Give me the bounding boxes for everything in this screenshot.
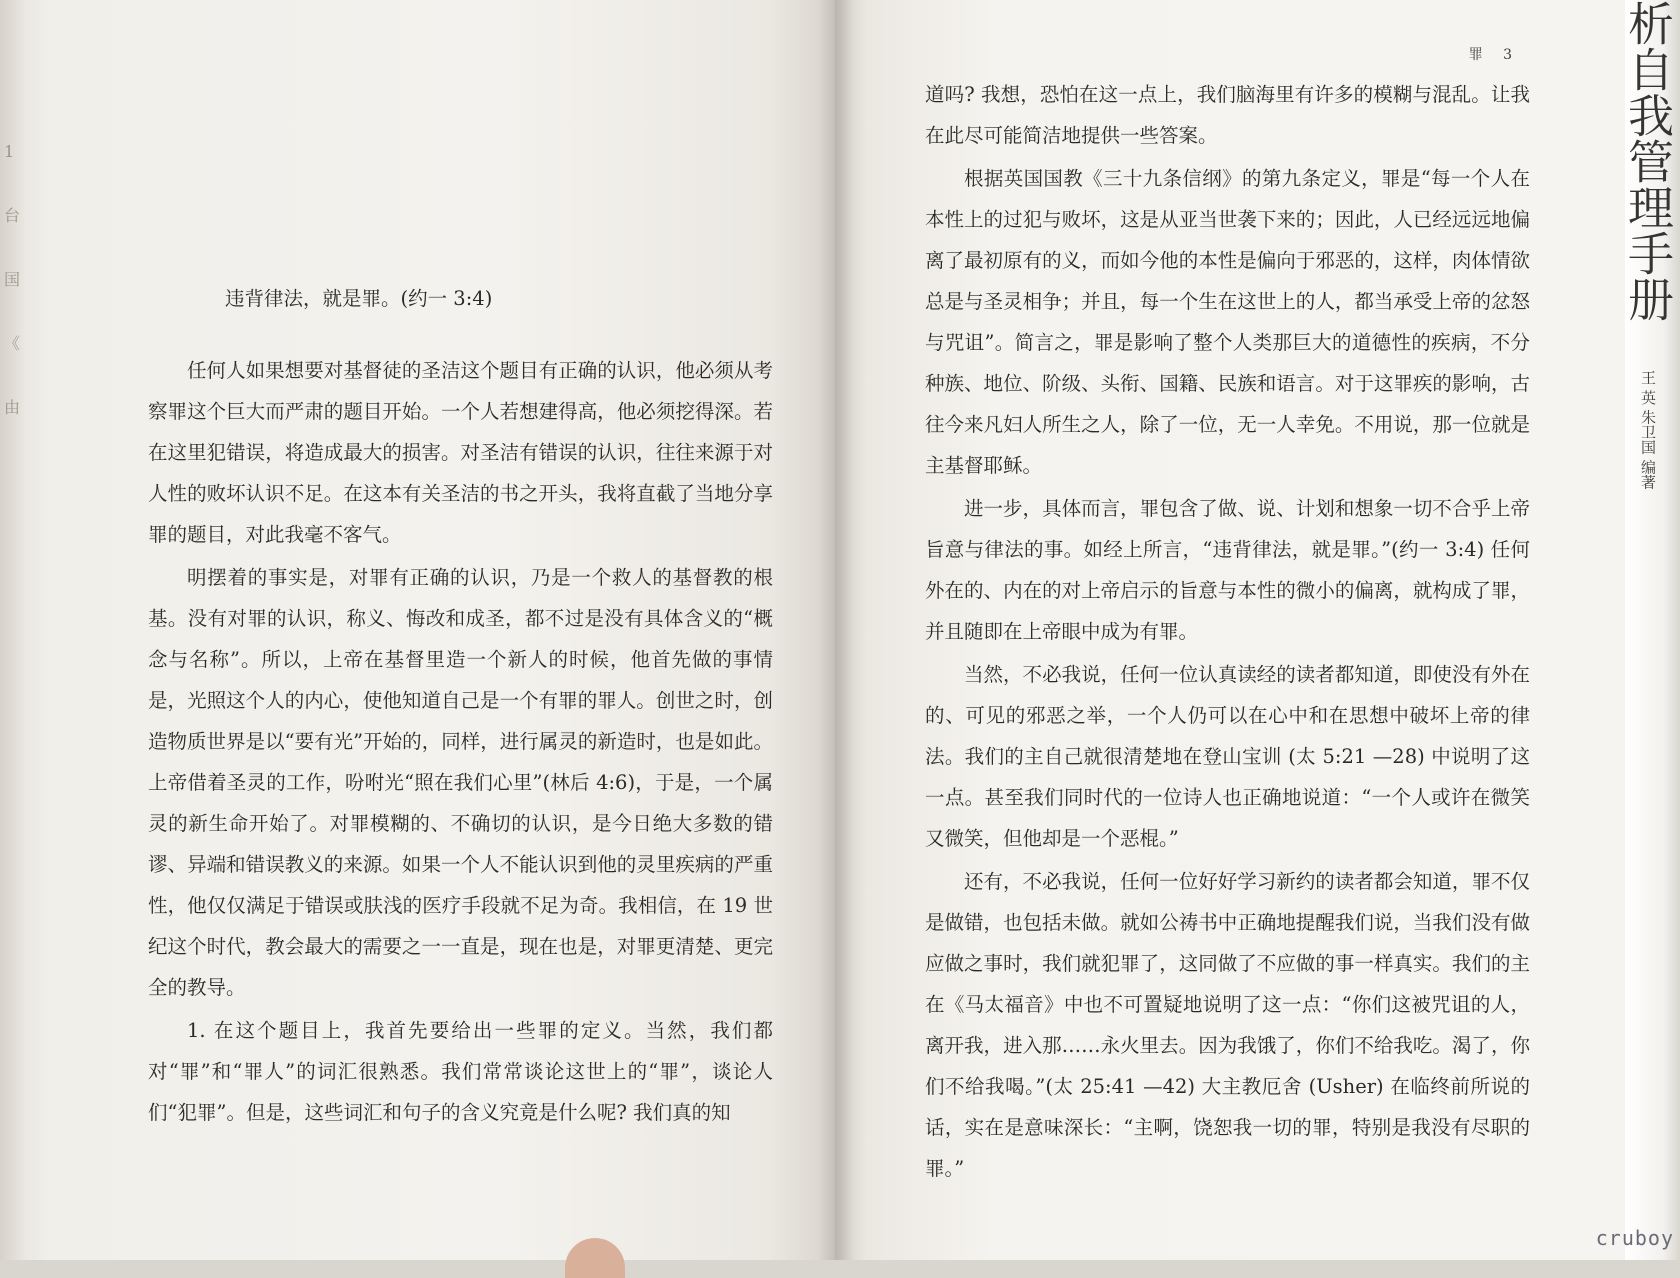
edge-glyph: 国 bbox=[4, 270, 21, 289]
edge-glyph: 台 bbox=[4, 206, 21, 225]
paragraph: 进一步，具体而言，罪包含了做、说、计划和想象一切不合乎上帝旨意与律法的事。如经上所言，“违背律法，就是罪。”(约一 3:4) 任何外在的、内在的对上帝启示的旨意与本性的微小的偏离，就构成了罪，并且随即在上帝眼中成为有罪。 bbox=[925, 497, 1530, 643]
edge-glyph: 《 bbox=[4, 334, 21, 353]
paragraph: 道吗? 我想，恐怕在这一点上，我们脑海里有许多的模糊与混乱。让我在此尽可能简洁地提供一些答案。 bbox=[925, 83, 1530, 147]
right-page-text bbox=[925, 74, 1530, 1191]
paragraph: 1. 在这个题目上，我首先要给出一些罪的定义。当然，我们都对“罪”和“罪人”的词汇很熟悉。我们常常谈论这世上的“罪”，谈论人们“犯罪”。但是，这些词汇和句子的含义究竟是什么呢? 我们真的知 bbox=[148, 1019, 773, 1124]
running-head: 罪 3 bbox=[1468, 47, 1520, 63]
edge-glyph: 1 bbox=[4, 142, 15, 161]
paragraph: 还有，不必我说，任何一位好好学习新约的读者都会知道，罪不仅是做错，也包括未做。就如公祷书中正确地提醒我们说，当我们没有做应做之事时，我们就犯罪了，这同做了不应做的事一样真实。我们的主在《马太福音》中也不可置疑地说明了这一点：“你们这被咒诅的人，离开我，进入那……永火里去。因为我饿了，你们不给我吃。渴了，你们不给我喝。”(太 25:41 —42) 大主教厄舍 (Usher) 在临终前所说的话，实在是意味深长：“主啊，饶恕我一切的罪，特别是我没有尽职的罪。” bbox=[925, 870, 1530, 1180]
left-page-text bbox=[148, 350, 773, 1135]
paragraph: 当然，不必我说，任何一位认真读经的读者都知道，即使没有外在的、可见的邪恶之举，一个人仍可以在心中和在思想中破坏上帝的律法。我们的主自己就很清楚地在登山宝训 (太 5:21 —28) 中说明了这一点。甚至我们同时代的一位诗人也正确地说道：“一个人或许在微笑又微笑，但他却是一个恶棍。” bbox=[925, 663, 1530, 850]
watermark: cruboy bbox=[1595, 1226, 1674, 1250]
epigraph-verse: 违背律法，就是罪。(约一 3:4) bbox=[225, 287, 493, 310]
edge-glyph: 由 bbox=[4, 398, 21, 417]
paragraph: 根据英国国教《三十九条信纲》的第九条定义，罪是“每一个人在本性上的过犯与败坏，这是从亚当世袭下来的；因此，人已经远远地偏离了最初原有的义，而如今他的本性是偏向于邪恶的，这样，肉体情欲总是与圣灵相争；并且，每一个生在这世上的人，都当承受上帝的忿怒与咒诅”。简言之，罪是影响了整个人类那巨大的道德性的疾病，不分种族、地位、阶级、头衔、国籍、民族和语言。对于这罪疾的影响，古往今来凡妇人所生之人，除了一位，无一人幸免。不用说，那一位就是主基督耶稣。 bbox=[925, 167, 1530, 477]
gutter-shadow bbox=[818, 0, 854, 1260]
spine-title: 析自我管理手册 bbox=[1621, 0, 1675, 322]
spine-authors: 王 英 朱卫国 编著 bbox=[1639, 370, 1657, 490]
paragraph: 任何人如果想要对基督徒的圣洁这个题目有正确的认识，他必须从考察罪这个巨大而严肃的题目开始。一个人若想建得高，他必须挖得深。若在这里犯错误，将造成最大的损害。对圣洁有错误的认识，往往来源于对人性的败坏认识不足。在这本有关圣洁的书之开头，我将直截了当地分享罪的题目，对此我毫不客气。 bbox=[148, 359, 773, 546]
edge-glyphs bbox=[4, 120, 20, 440]
paragraph: 明摆着的事实是，对罪有正确的认识，乃是一个救人的基督教的根基。没有对罪的认识，称义、悔改和成圣，都不过是没有具体含义的“概念与名称”。所以，上帝在基督里造一个新人的时候，他首先做的事情是，光照这个人的内心，使他知道自己是一个有罪的罪人。创世之时，创造物质世界是以“要有光”开始的，同样，进行属灵的新造时，也是如此。上帝借着圣灵的工作，吩咐光“照在我们心里”(林后 4:6)，于是，一个属灵的新生命开始了。对罪模糊的、不确切的认识，是今日绝大多数的错谬、异端和错误教义的来源。如果一个人不能认识到他的灵里疾病的严重性，他仅仅满足于错误或肤浅的医疗手段就不足为奇。我相信，在 19 世纪这个时代，教会最大的需要之一一直是，现在也是，对罪更清楚、更完全的教导。 bbox=[148, 566, 773, 999]
